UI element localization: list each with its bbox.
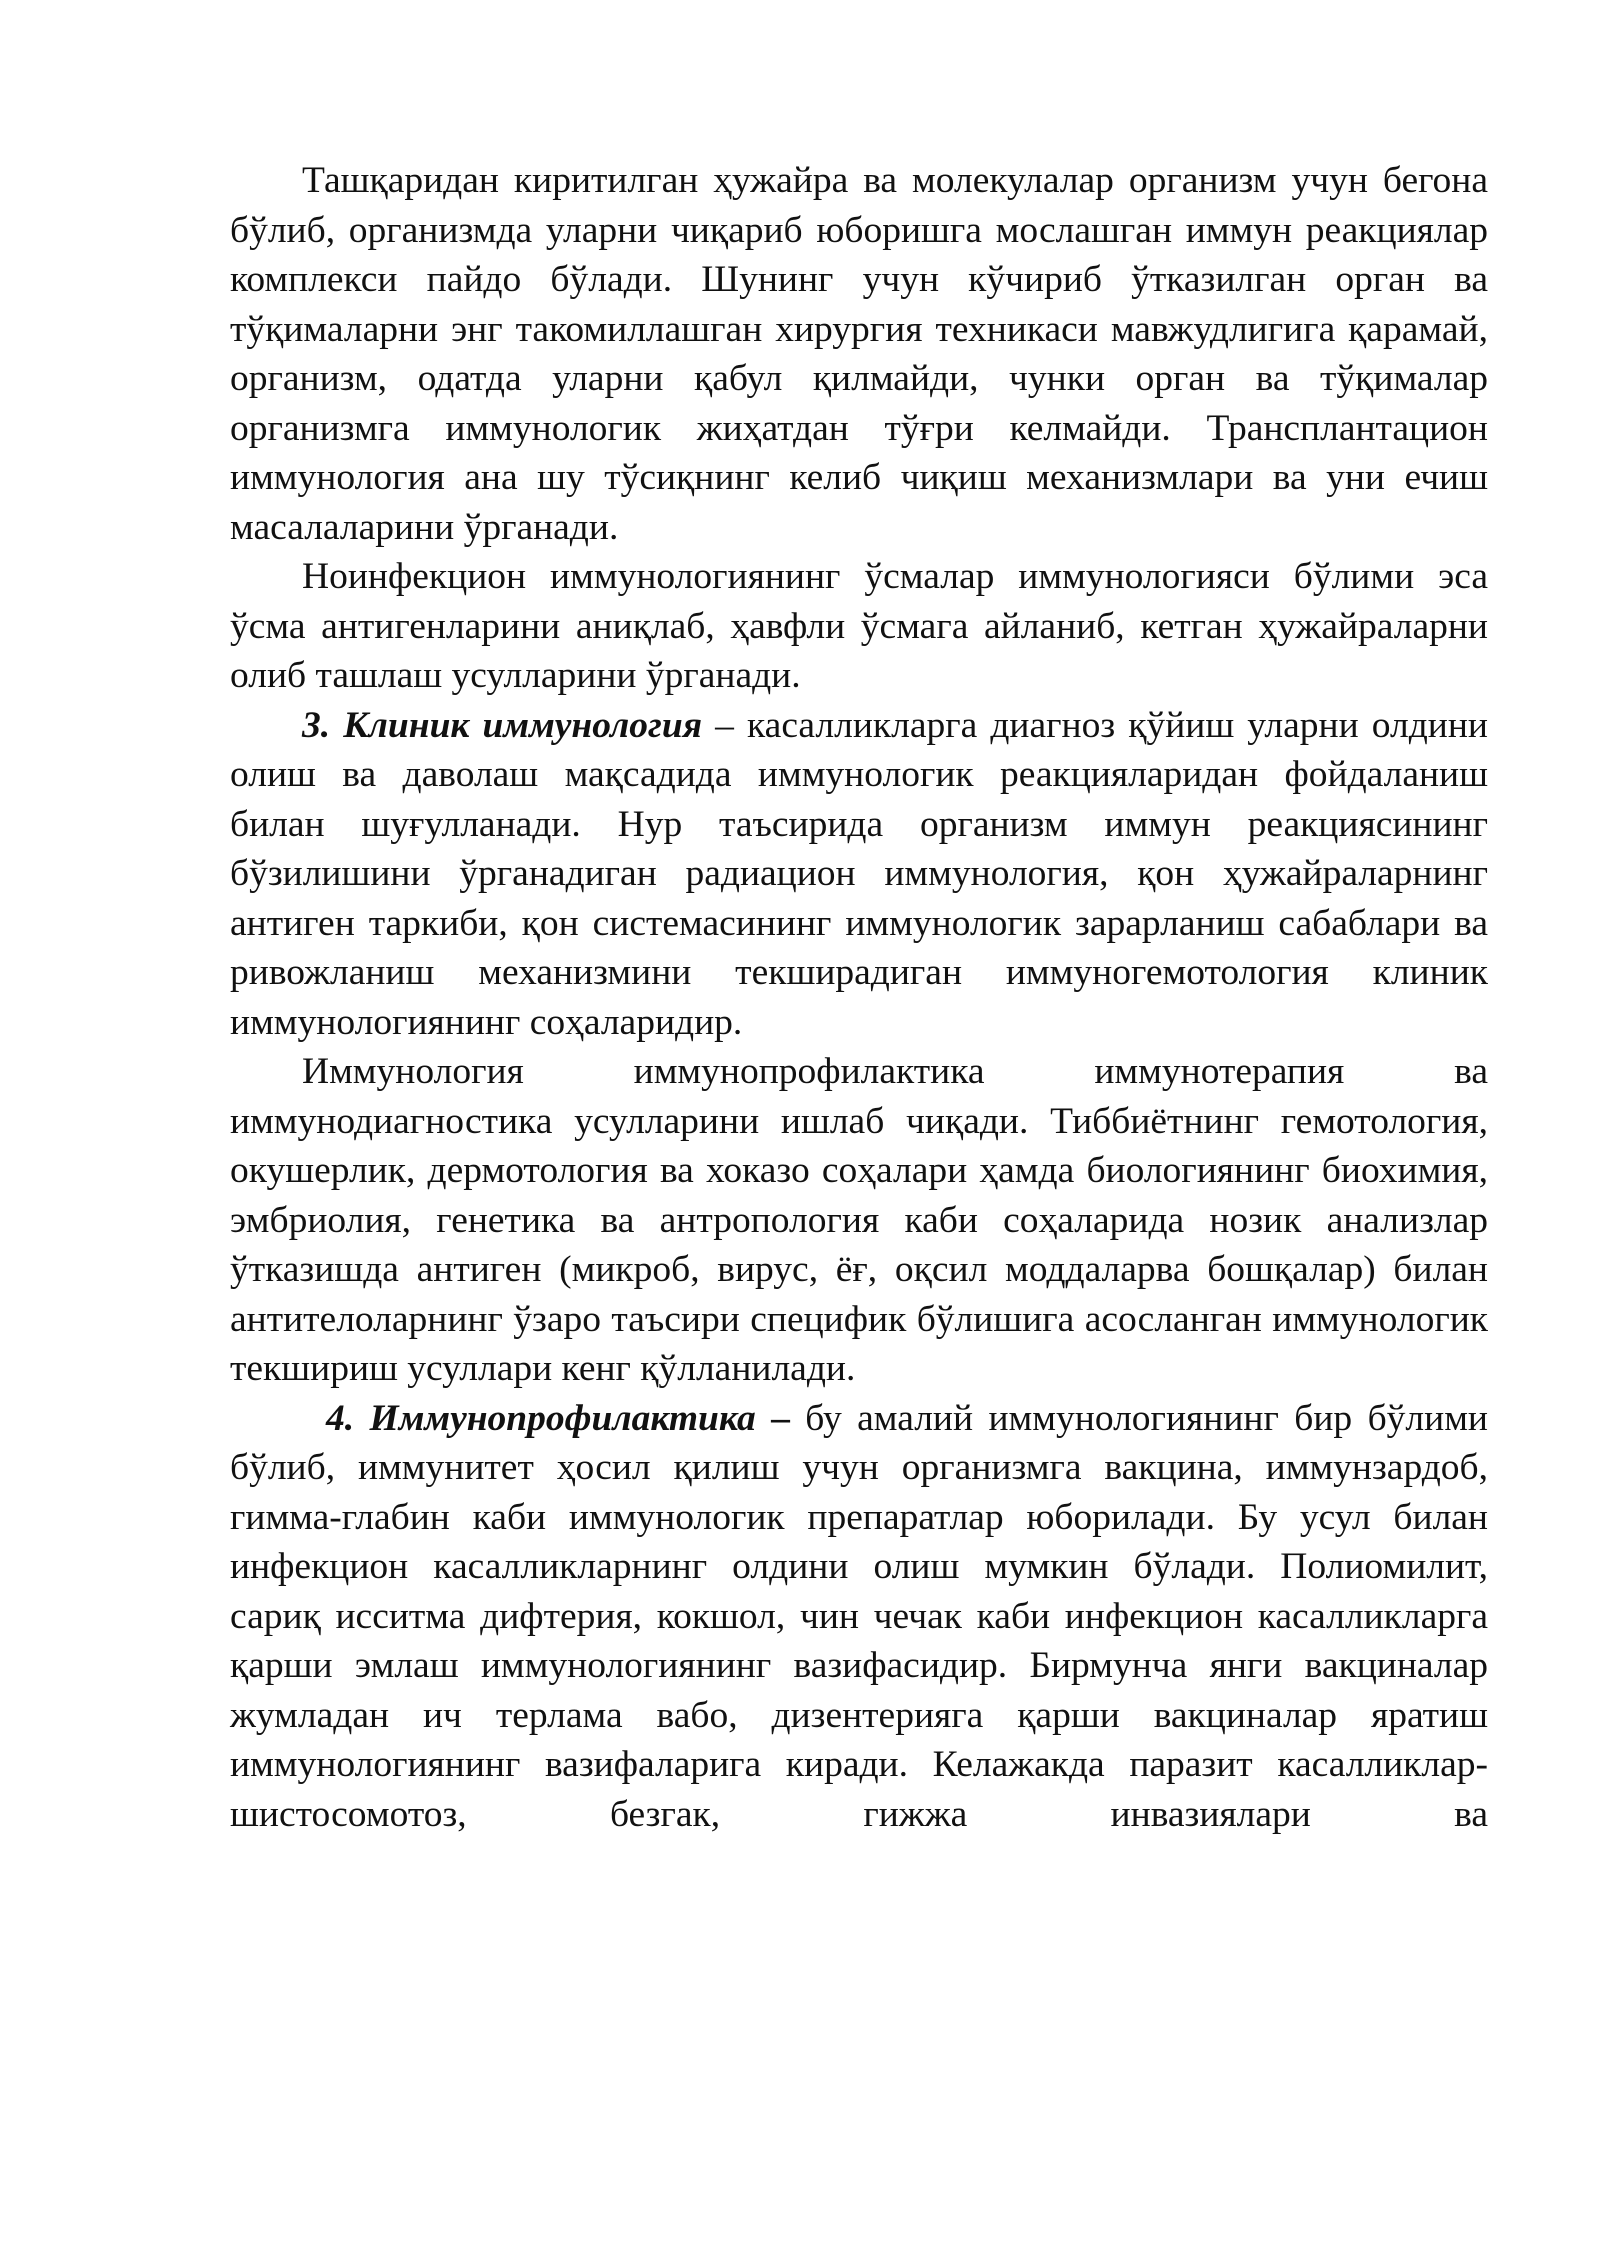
term-dash: – — [702, 704, 734, 746]
paragraph-text: бу амалий иммунологиянинг бир бўлими бўлиб, иммунитет ҳосил қилиш учун организмга вакцина, иммунзардоб, гимма-глабин каби иммунологик препаратлар юборилади. Бу усул билан инфекцион касалликларнинг олдини олиш мумкин бўлади. Полиомилит, сариқ исситма дифтерия, кокшол, чин чечак каби инфекцион касалликларга қарши эмлаш иммунологиянинг вазифасидир. Бирмунча янги вакциналар жумладан ич терлама вабо, дизентерияга қарши вакциналар яратиш иммунологиянинг вазифаларига киради. Келажакда паразит касалликлар-шистосомотоз, безгак, гижжа инвазиялари ва — [230, 1397, 1488, 1835]
term-dash: – — [755, 1397, 790, 1439]
paragraph-text: касалликларга диагноз қўйиш уларни олдини олиш ва даволаш мақсадида иммунологик реакцияларидан фойдаланиш билан шуғулланади. Нур таъсирида организм иммун реакциясининг бўзилишини ўрганадиган радиацион иммунология, қон ҳужайраларнинг антиген таркиби, қон системасининг иммунологик зарарланиш сабаблари ва ривожланиш механизмини текширадиган иммуногемотология клиник иммунологиянинг соҳаларидир. — [230, 704, 1489, 1043]
paragraph-tumor-immunology — [230, 552, 1488, 701]
paragraph-text: Ташқаридан киритилган ҳужайра ва молекулалар организм учун бегона бўлиб, организмда уларни чиқариб юборишга мослашган иммун реакциялар комплекси пайдо бўлади. Шунинг учун кўчириб ўтказилган орган ва тўқималарни энг такомиллашган хирургия техникаси мавжудлигига қарамай, организм, одатда уларни қабул қилмайди, чунки орган ва тўқималар организмга иммунологик жиҳатдан тўғри келмайди. Трансплантацион иммунология ана шу тўсиқнинг келиб чиқиш механизмлари ва уни ечиш масалаларини ўрганади. — [230, 160, 1488, 548]
paragraph-immunoprophylaxis — [230, 1394, 1488, 1840]
paragraph-immunology-methods — [230, 1047, 1488, 1394]
document-page — [230, 156, 1488, 1839]
paragraph-text: Иммунология иммунопрофилактика иммунотерапия ва иммунодиагностика усулларини ишлаб чиқади. Тиббиётнинг гемотология, окушерлик, дермотология ва хоказо соҳалари ҳамда биологиянинг биохимия, эмбриолия, генетика ва антропология каби соҳаларида нозик анализлар ўтказишда антиген (микроб, вирус, ёғ, оқсил моддаларва бошқалар) билан антителоларнинг ўзаро таъсири специфик бўлишига асосланган иммунологик текшириш усуллари кенг қўлланилади. — [230, 1051, 1488, 1389]
section-term: 3. Клиник иммунология — [302, 704, 703, 746]
paragraph-text: Ноинфекцион иммунологиянинг ўсмалар иммунологияси бўлими эса ўсма антигенларини аниқлаб, ҳавфли ўсмага айланиб, кетган ҳужайраларни олиб ташлаш усулларини ўрганади. — [230, 556, 1488, 696]
paragraph-transplant-immunology — [230, 156, 1488, 552]
paragraph-clinical-immunology — [230, 701, 1488, 1048]
section-term: 4. Иммунопрофилактика — [326, 1397, 756, 1439]
